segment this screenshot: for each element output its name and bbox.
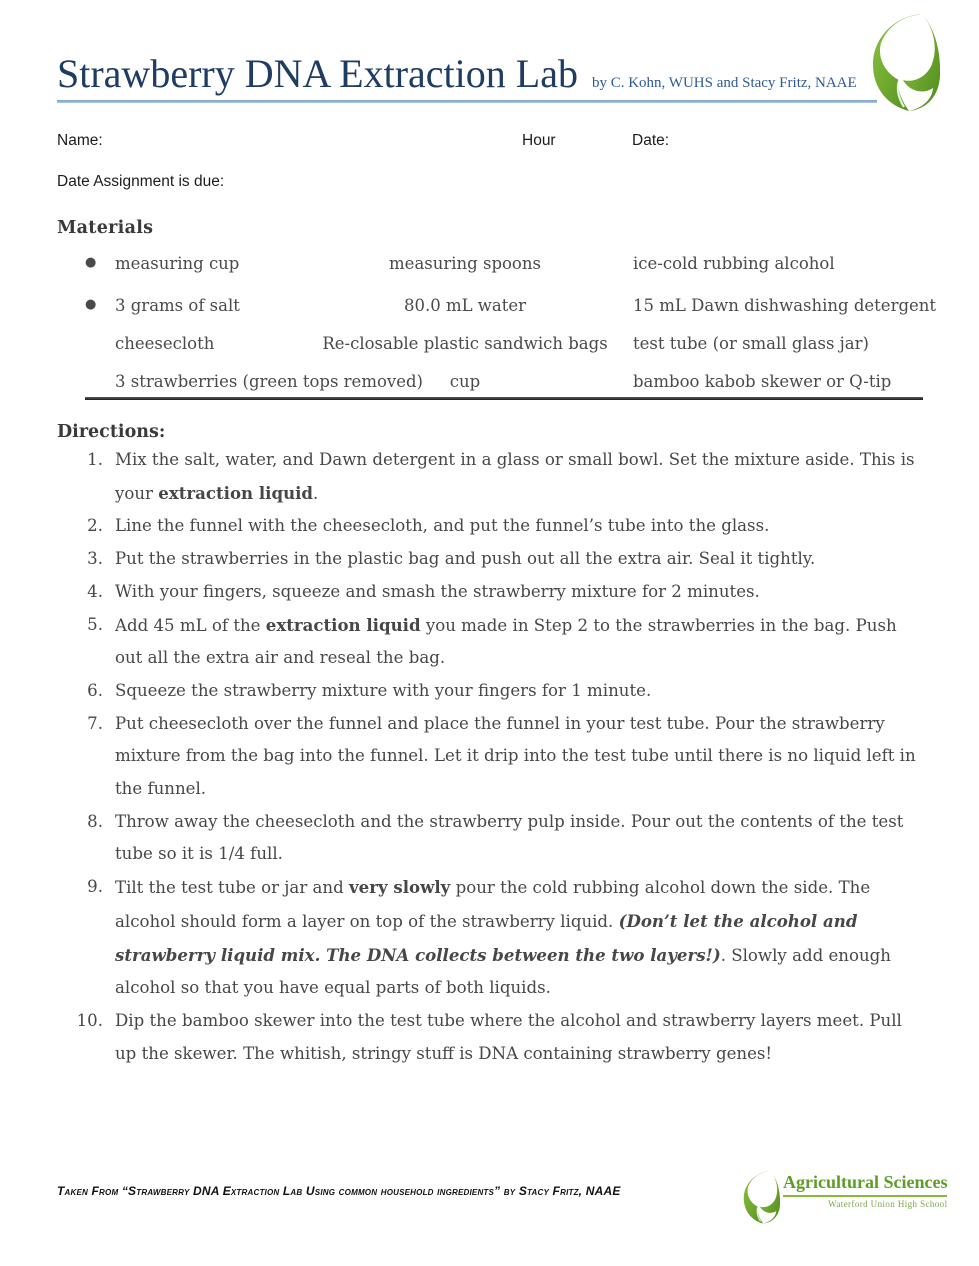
leaf-icon <box>866 12 940 112</box>
title-underline <box>57 100 877 103</box>
materials-row <box>57 334 920 356</box>
student-info-row <box>57 132 920 152</box>
step-text: Add 45 mL of the extraction liquid you made in Step 2 to the strawberries in the bag. Push out all the extra air and reseal the bag. <box>115 614 897 668</box>
directions-list <box>57 444 923 1070</box>
footer-logo <box>740 1158 947 1226</box>
direction-step <box>57 1005 923 1070</box>
material-item: cup <box>449 372 481 391</box>
material-item: Re-closable plastic sandwich bags <box>322 334 608 353</box>
material-item: 3 grams of salt <box>115 296 240 315</box>
step-text: Put cheesecloth over the funnel and place the funnel in your test tube. Pour the strawberry mixture from the bag into the funnel. Let it drip into the test tube until there is no liquid left in the funnel. <box>115 713 916 799</box>
bullet-icon: ● <box>85 255 97 270</box>
material-item: 15 mL Dawn dishwashing detergent <box>633 296 937 315</box>
material-item: cheesecloth <box>115 334 215 353</box>
direction-step <box>57 708 923 806</box>
direction-step <box>57 444 923 510</box>
material-item: measuring spoons <box>389 254 541 273</box>
step-number: 3. <box>87 549 103 569</box>
hour-label: Hour <box>522 132 556 149</box>
materials-row <box>57 296 937 318</box>
step-number: 2. <box>87 516 103 536</box>
step-number: 6. <box>87 680 103 700</box>
materials-heading: Materials <box>57 218 154 238</box>
step-text: Tilt the test tube or jar and very slowly pour the cold rubbing alcohol down the side. The alcohol should form a layer on top of the strawberry liquid. (Don’t let the alcohol and strawberry liquid mix. The DNA collects between the two layers!). Slowly add enough alcohol so that you have equal parts of both liquids. <box>115 877 891 998</box>
material-item: 3 strawberries (green tops removed) <box>115 372 423 391</box>
footer-logo-subtitle: Waterford Union High School <box>828 1199 948 1209</box>
step-number: 1. <box>87 450 103 469</box>
material-item: test tube (or small glass jar) <box>633 334 869 353</box>
direction-step <box>57 675 923 708</box>
material-item: bamboo kabob skewer or Q-tip <box>633 372 892 391</box>
direction-step <box>57 543 923 576</box>
step-text: Squeeze the strawberry mixture with your fingers for 1 minute. <box>115 680 652 700</box>
bullet-icon: ● <box>85 297 97 312</box>
school-leaf-logo <box>866 12 940 112</box>
direction-step <box>57 510 923 543</box>
footer-logo-text <box>783 1172 947 1209</box>
name-label: Name: <box>57 132 103 149</box>
step-text: Line the funnel with the cheesecloth, and put the funnel’s tube into the glass. <box>115 516 770 536</box>
footer-logo-title: Agricultural Sciences <box>783 1172 947 1197</box>
step-text: Mix the salt, water, and Dawn detergent in a glass or small bowl. Set the mixture aside. This is your extraction liquid. <box>115 450 915 503</box>
step-number: 10. <box>76 1010 103 1030</box>
step-number: 7. <box>87 713 103 733</box>
date-label: Date: <box>632 132 670 149</box>
direction-step <box>57 871 923 1005</box>
step-number: 9. <box>87 877 103 897</box>
step-number: 8. <box>87 811 103 831</box>
step-number: 5. <box>87 614 103 634</box>
step-text: Dip the bamboo skewer into the test tube where the alcohol and strawberry layers meet. Pull up the skewer. The whitish, stringy stuff is DNA containing strawberry genes! <box>115 1010 902 1063</box>
step-text: Put the strawberries in the plastic bag and push out all the extra air. Seal it tightly. <box>115 549 816 569</box>
direction-step <box>57 609 923 675</box>
material-item: 80.0 mL water <box>403 296 527 315</box>
step-number: 4. <box>87 581 103 601</box>
direction-step <box>57 806 923 871</box>
footer-credit: Taken From “Strawberry DNA Extraction Lab Using common household ingredients” by Stacy Fritz, NAAE <box>57 1184 621 1198</box>
due-date-label: Date Assignment is due: <box>57 173 225 190</box>
directions-heading: Directions: <box>57 422 166 442</box>
title-byline: by C. Kohn, WUHS and Stacy Fritz, NAAE <box>591 75 857 91</box>
leaf-icon <box>740 1168 780 1226</box>
materials-list <box>57 250 937 398</box>
material-item: ice-cold rubbing alcohol <box>633 254 835 273</box>
direction-step <box>57 576 923 609</box>
step-text: With your fingers, squeeze and smash the strawberry mixture for 2 minutes. <box>115 581 760 601</box>
step-text: Throw away the cheesecloth and the strawberry pulp inside. Pour out the contents of the test tube so it is 1/4 full. <box>115 811 904 864</box>
materials-row <box>57 372 920 394</box>
title-text: Strawberry DNA Extraction Lab <box>57 51 578 96</box>
materials-divider <box>85 397 923 400</box>
materials-row <box>57 254 920 276</box>
material-item: measuring cup <box>115 254 240 273</box>
page-title <box>57 50 857 97</box>
